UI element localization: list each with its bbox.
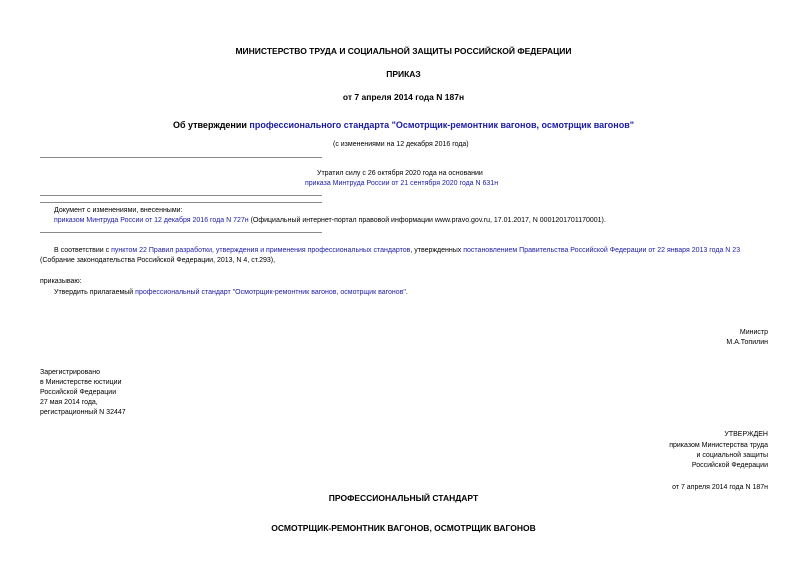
registration-line: регистрационный N 32447 bbox=[40, 409, 126, 416]
approve-text: . bbox=[405, 289, 408, 296]
approved-line: и социальной защиты bbox=[696, 452, 768, 459]
changes-label: Документ с изменениями, внесенными: bbox=[54, 207, 183, 214]
divider bbox=[40, 157, 322, 158]
registration-line: в Министерстве юстиции bbox=[40, 379, 122, 386]
basis-paragraph bbox=[54, 247, 740, 254]
ministry-title: МИНИСТЕРСТВО ТРУДА И СОЦИАЛЬНОЙ ЗАЩИТЫ РОССИЙСКОЙ ФЕДЕРАЦИИ bbox=[235, 46, 572, 56]
changes-source: (Официальный интернет-портал правовой информации www.pravo.gov.ru, 17.01.2017, N 0001201701170001). bbox=[248, 217, 606, 224]
approved-line: приказом Министерства труда bbox=[669, 442, 768, 449]
title-prefix: Об утверждении bbox=[172, 120, 250, 130]
registration-line: Российской Федерации bbox=[40, 389, 117, 396]
standard-link[interactable]: профессиональный стандарт "Осмотрщик-ремонтник вагонов, осмотрщик вагонов" bbox=[135, 289, 406, 296]
expired-order-link[interactable]: приказа Минтруда России от 21 сентября 2020 года N 631н bbox=[305, 180, 499, 187]
registration-line: 27 мая 2014 года, bbox=[40, 399, 98, 406]
changes-line bbox=[54, 217, 606, 224]
orders-word: приказываю: bbox=[40, 278, 82, 285]
title-standard-link[interactable]: профессионального стандарта "Осмотрщик-ремонтник вагонов, осмотрщик вагонов" bbox=[249, 120, 635, 130]
amended-note: (с изменениями на 12 декабря 2016 года) bbox=[333, 141, 469, 148]
government-decree-link[interactable]: постановлением Правительства Российской Федерации от 22 января 2013 года N 23 bbox=[463, 247, 741, 254]
approved-date: от 7 апреля 2014 года N 187н bbox=[672, 484, 768, 491]
registration-line: Зарегистрировано bbox=[40, 369, 100, 376]
approved-line: Российской Федерации bbox=[691, 462, 768, 469]
document-title bbox=[0, 120, 807, 130]
divider bbox=[40, 232, 322, 233]
approve-paragraph bbox=[54, 289, 408, 296]
basis-text: , утвержденных bbox=[410, 247, 464, 254]
divider bbox=[40, 195, 322, 196]
standard-name: ОСМОТРЩИК-РЕМОНТНИК ВАГОНОВ, ОСМОТРЩИК ВАГОНОВ bbox=[271, 523, 536, 533]
signature-position: Министр bbox=[739, 329, 768, 336]
rules-link[interactable]: пунктом 22 Правил разработки, утверждения и применения профессиональных стандартов bbox=[111, 247, 411, 254]
document-type: ПРИКАЗ bbox=[386, 69, 421, 79]
divider bbox=[40, 202, 322, 203]
approve-text: Утвердить прилагаемый bbox=[54, 289, 136, 296]
standard-heading: ПРОФЕССИОНАЛЬНЫЙ СТАНДАРТ bbox=[328, 493, 479, 503]
basis-text: В соответствии с bbox=[54, 247, 112, 254]
order-date-number: от 7 апреля 2014 года N 187н bbox=[342, 92, 465, 102]
expired-note: Утратил силу с 26 октября 2020 года на основании bbox=[317, 170, 483, 177]
changes-order-link[interactable]: приказом Минтруда России от 12 декабря 2016 года N 727н bbox=[54, 217, 249, 224]
signature-name: М.А.Топилин bbox=[726, 339, 768, 346]
approved-line: УТВЕРЖДЕН bbox=[724, 431, 768, 438]
basis-source: (Собрание законодательства Российской Федерации, 2013, N 4, ст.293), bbox=[40, 257, 276, 264]
